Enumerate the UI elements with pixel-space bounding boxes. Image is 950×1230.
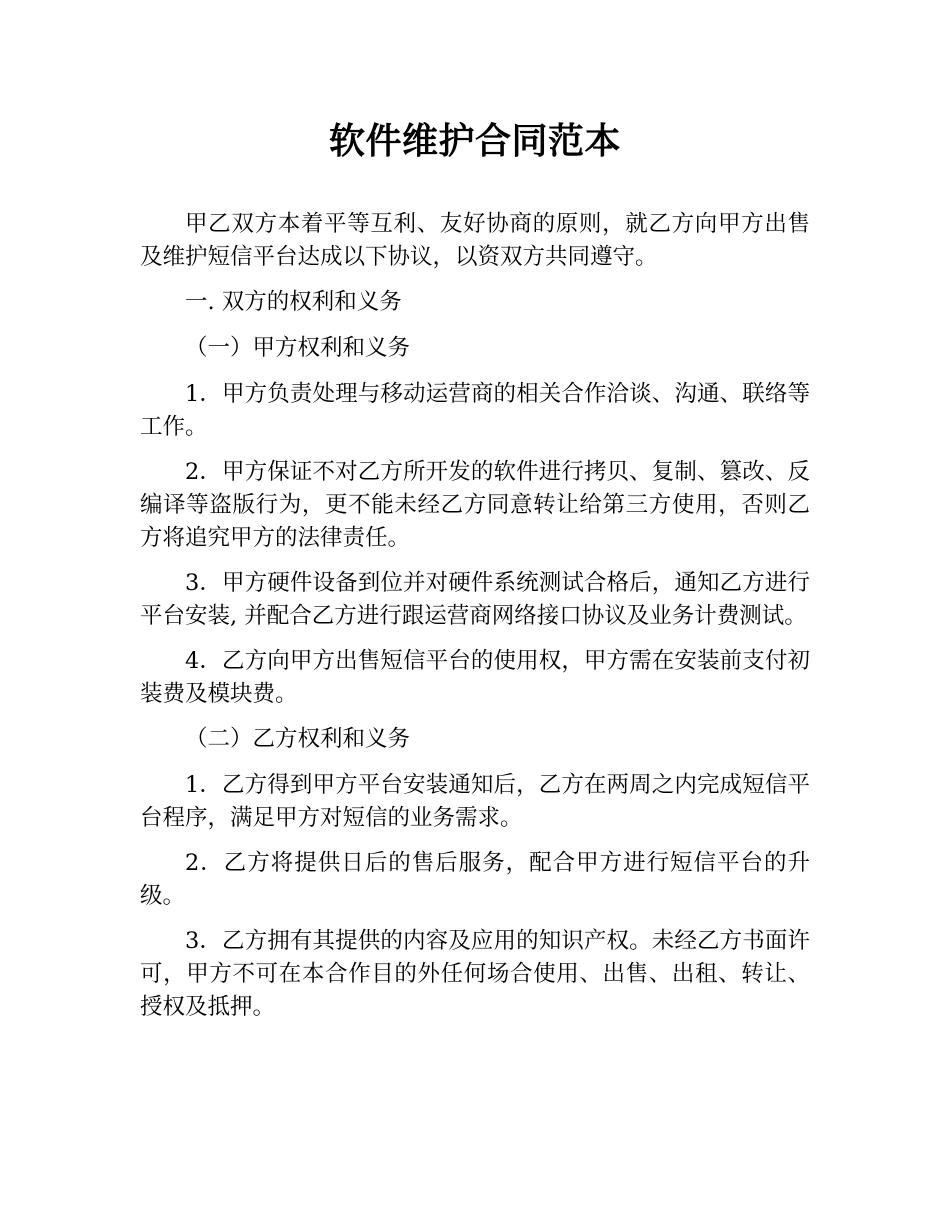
clause-party-b-1: 1．乙方得到甲方平台安装通知后，乙方在两周之内完成短信平台程序，满足甲方对短信的业务需求。 [140,772,810,831]
clause-party-a-1: 1．甲方负责处理与移动运营商的相关合作洽谈、沟通、联络等工作。 [140,381,810,440]
intro-paragraph: 甲乙双方本着平等互利、友好协商的原则，就乙方向甲方出售及维护短信平台达成以下协议，以资双方共同遵守。 [140,211,810,270]
subsection-heading-party-a: （一）甲方权利和义务 [185,335,411,361]
section-heading-rights-obligations: 一. 双方的权利和义务 [185,289,402,315]
clause-party-b-2: 2．乙方将提供日后的售后服务，配合甲方进行短信平台的升级。 [140,850,810,909]
clause-party-a-2: 2．甲方保证不对乙方所开发的软件进行拷贝、复制、篡改、反编译等盗版行为，更不能未经乙方同意转让给第三方使用，否则乙方将追究甲方的法律责任。 [140,459,810,551]
clause-party-b-3: 3．乙方拥有其提供的内容及应用的知识产权。未经乙方书面许可，甲方不可在本合作目的外任何场合使用、出售、出租、转让、授权及抵押。 [140,928,810,1020]
subsection-heading-party-b: （二）乙方权利和义务 [185,726,411,752]
document-body [140,120,810,1036]
clause-party-a-3: 3．甲方硬件设备到位并对硬件系统测试合格后，通知乙方进行平台安装, 并配合乙方进行跟运营商网络接口协议及业务计费测试。 [140,570,810,629]
clause-party-a-4: 4．乙方向甲方出售短信平台的使用权，甲方需在安装前支付初装费及模块费。 [140,648,810,707]
document-title: 软件维护合同范本 [328,121,621,162]
